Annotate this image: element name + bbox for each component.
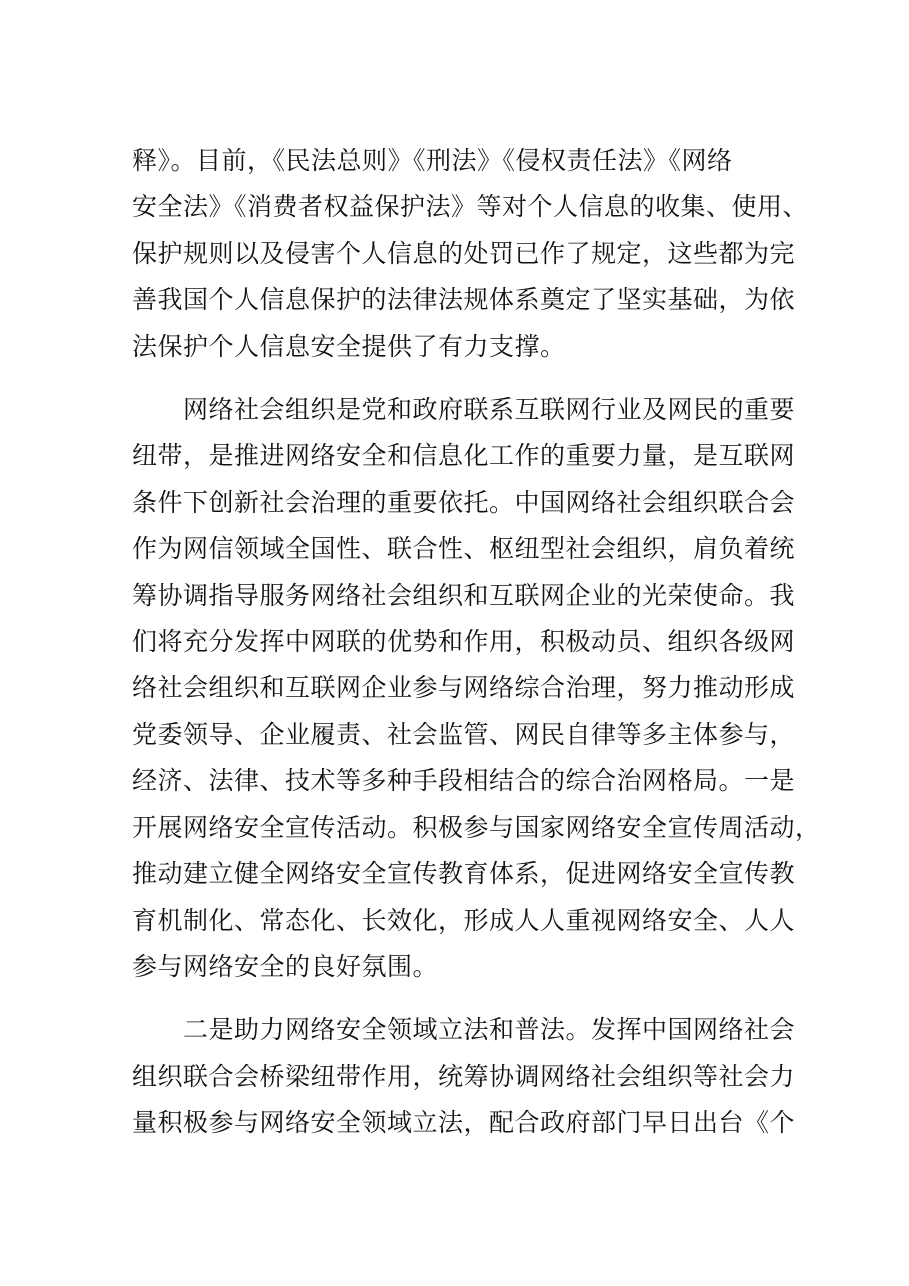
text-line: 党委领导、企业履责、社会监管、网民自律等多主体参与， — [132, 719, 796, 749]
text-line: 参与网络安全的良好氛围。 — [132, 951, 439, 981]
text-line: 育机制化、常态化、长效化，形成人人重视网络安全、人人 — [132, 905, 796, 935]
text-line: 络社会组织和互联网企业参与网络综合治理，努力推动形成 — [132, 673, 796, 703]
text-line: 推动建立健全网络安全宣传教育体系，促进网络安全宣传教 — [132, 859, 796, 889]
text-line: 纽带，是推进网络安全和信息化工作的重要力量，是互联网 — [132, 441, 796, 471]
paragraph-2 — [132, 387, 821, 990]
text-line: 法保护个人信息安全提供了有力支撑。 — [132, 331, 566, 361]
text-line: 保护规则以及侵害个人信息的处罚已作了规定，这些都为完 — [132, 238, 796, 268]
text-line: 经济、法律、技术等多种手段相结合的综合治网格局。一是 — [132, 766, 796, 796]
text-line: 释》。目前，《民法总则》《刑法》《侵权责任法》《网络 — [132, 146, 733, 175]
text-line: 筹协调指导服务网络社会组织和互联网企业的光荣使命。我 — [132, 580, 796, 610]
text-line: 网络社会组织是党和政府联系互联网行业及网民的重要 — [132, 395, 796, 425]
text-line: 善我国个人信息保护的法律法规体系奠定了坚实基础，为依 — [132, 285, 796, 315]
text-line: 量积极参与网络安全领域立法，配合政府部门早日出台《个 — [132, 1108, 796, 1138]
paragraph-3 — [132, 1007, 796, 1146]
text-line: 们将充分发挥中网联的优势和作用，积极动员、组织各级网 — [132, 627, 796, 657]
document-body — [132, 138, 821, 1147]
text-line: 条件下创新社会治理的重要依托。中国网络社会组织联合会 — [132, 487, 796, 517]
text-line: 安全法》《消费者权益保护法》等对个人信息的收集、使用、 — [132, 192, 809, 222]
paragraph-1 — [132, 138, 809, 370]
text-line: 开展网络安全宣传活动。积极参与国家网络安全宣传周活动， — [132, 812, 821, 842]
text-line: 作为网信领域全国性、联合性、枢纽型社会组织，肩负着统 — [132, 534, 796, 564]
text-line: 组织联合会桥梁纽带作用，统筹协调网络社会组织等社会力 — [132, 1061, 796, 1091]
text-line: 二是助力网络安全领域立法和普法。发挥中国网络社会 — [132, 1015, 796, 1045]
